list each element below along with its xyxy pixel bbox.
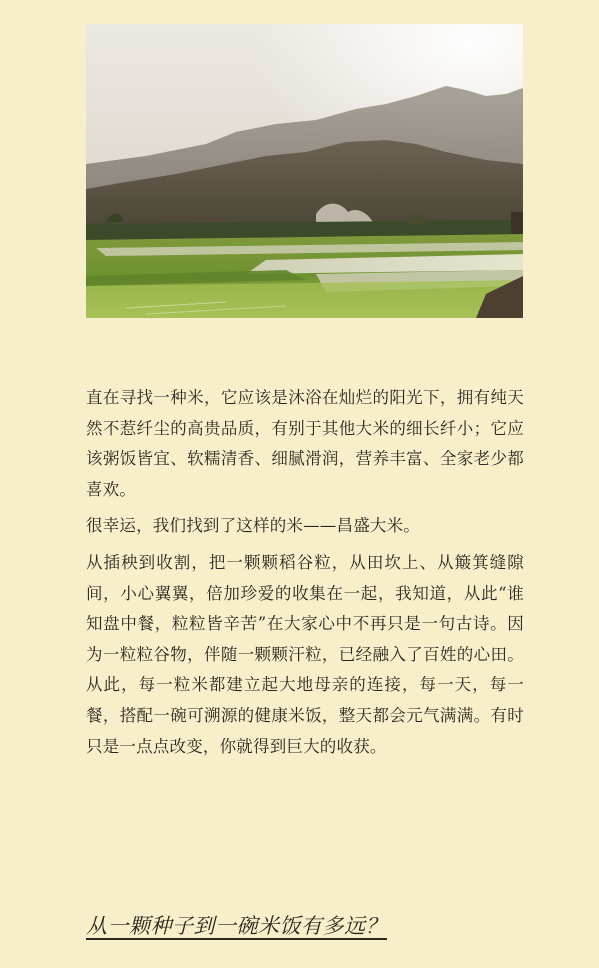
intro-paragraph: 直在寻找一种米，它应该是沐浴在灿烂的阳光下，拥有纯天然不惹纤尘的高贵品质，有别于其他大米的细长纤小；它应该粥饭皆宜、软糯清香、细腻滑润，营养丰富、全家老少都喜欢。 (86, 388, 524, 499)
hero-image (86, 24, 523, 318)
rice-paddy-landscape-illustration (86, 24, 523, 318)
article-body (86, 383, 524, 762)
harvest-paragraph: 从插秧到收割，把一颗颗稻谷粒，从田坎上、从簸箕缝隙间，小心翼翼，倍加珍爱的收集在一起，我知道，从此“谁知盘中餐，粒粒皆辛苦”在大家心中不再只是一句古诗。因为一粒粒谷物，伴随一颗颗汗粒，已经融入了百姓的心田。从此，每一粒米都建立起大地母亲的连接，每一天，每一餐，搭配一碗可溯源的健康米饭，整天都会元气满满。有时只是一点点改变，你就得到巨大的收获。 (86, 552, 524, 756)
section-heading: 从一颗种子到一碗米饭有多远？ (86, 914, 387, 938)
found-rice-paragraph: 很幸运，我们找到了这样的米——昌盛大米。 (86, 516, 420, 536)
